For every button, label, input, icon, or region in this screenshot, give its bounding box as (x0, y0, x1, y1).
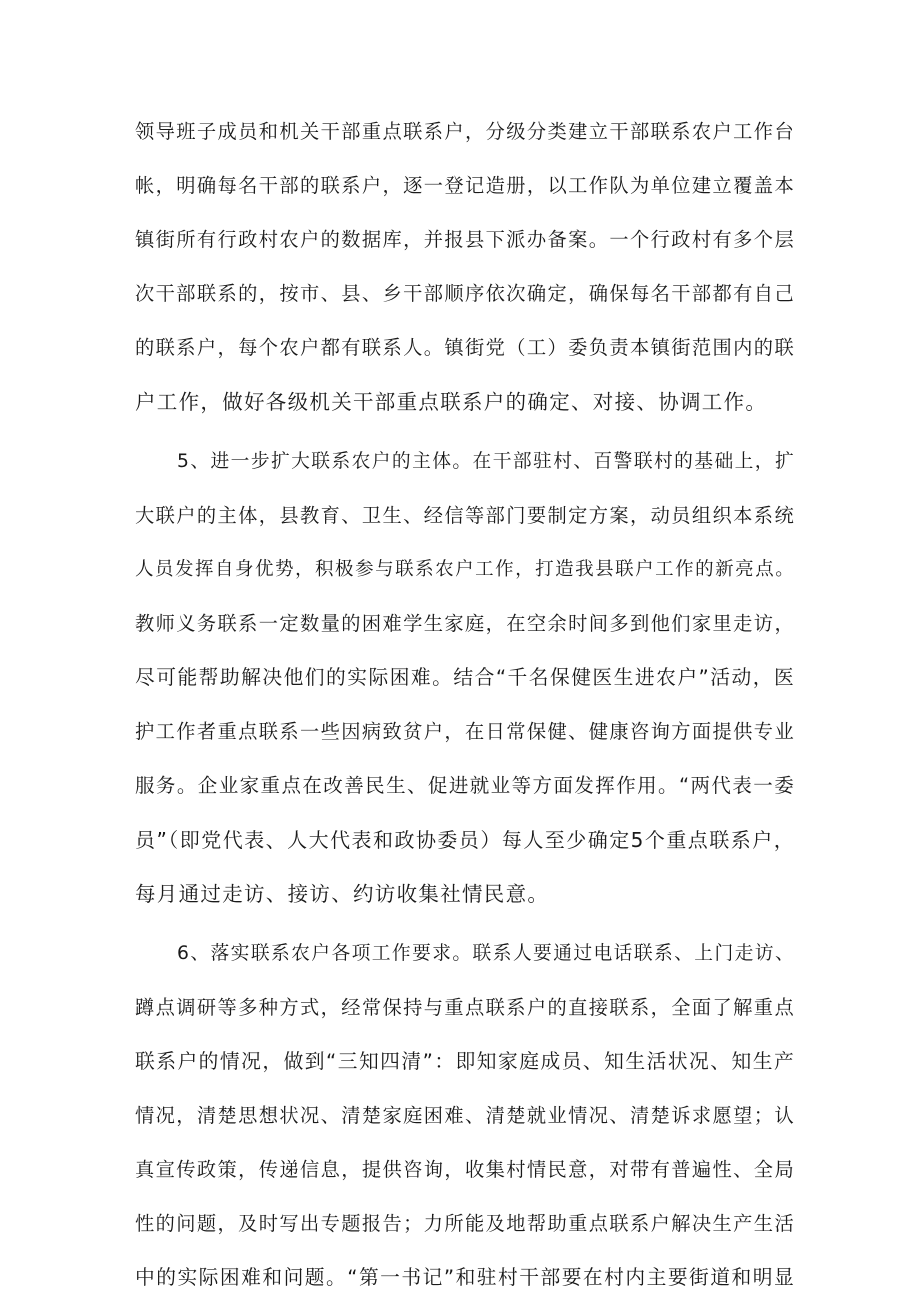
text-line: 户工作，做好各级机关干部重点联系户的确定、对接、协调工作。 (135, 390, 768, 414)
text-line: 中的实际困难和问题。“第一书记”和驻村干部要在村内主要街道和明显 (135, 1266, 795, 1289)
text-line: 帐，明确每名干部的联系户，逐一登记造册，以工作队为单位建立覆盖本 (135, 174, 795, 197)
text-line: 的联系户，每个农户都有联系人。镇街党（工）委负责本镇街范围内的联 (135, 336, 795, 359)
text-line: 每月通过走访、接访、约访收集社情民意。 (135, 882, 550, 906)
text-line: 5、进一步扩大联系农户的主体。在干部驻村、百警联村的基础上，扩 (177, 451, 795, 472)
text-line: 尽可能帮助解决他们的实际困难。结合“千名保健医生进农户”活动，医 (135, 666, 795, 689)
text-line: 真宣传政策，传递信息，提供咨询，收集村情民意，对带有普遍性、全局 (135, 1158, 795, 1181)
text-line: 6、落实联系农户各项工作要求。联系人要通过电话联系、上门走访、 (177, 943, 795, 964)
text-line: 镇街所有行政村农户的数据库，并报县下派办备案。一个行政村有多个层 (135, 228, 795, 251)
text-line: 性的问题，及时写出专题报告；力所能及地帮助重点联系户解决生产生活 (135, 1212, 795, 1235)
text-line: 蹲点调研等多种方式，经常保持与重点联系户的直接联系，全面了解重点 (135, 996, 795, 1019)
text-line: 情况，清楚思想状况、清楚家庭困难、清楚就业情况、清楚诉求愿望；认 (135, 1104, 795, 1127)
text-line: 教师义务联系一定数量的困难学生家庭，在空余时间多到他们家里走访， (135, 612, 795, 635)
text-line: 大联户的主体，县教育、卫生、经信等部门要制定方案，动员组织本系统 (135, 504, 795, 527)
text-line: 联系户的情况，做到“三知四清”：即知家庭成员、知生活状况、知生产 (135, 1050, 795, 1073)
text-line: 人员发挥自身优势，积极参与联系农户工作，打造我县联户工作的新亮点。 (135, 559, 795, 580)
text-line: 领导班子成员和机关干部重点联系户，分级分类建立干部联系农户工作台 (135, 120, 795, 143)
text-line: 次干部联系的，按市、县、乡干部顺序依次确定，确保每名干部都有自己 (135, 282, 795, 305)
text-line: 护工作者重点联系一些因病致贫户，在日常保健、健康咨询方面提供专业 (135, 720, 795, 743)
text-line: 服务。企业家重点在改善民生、促进就业等方面发挥作用。“两代表一委 (135, 774, 795, 797)
text-line: 员”（即党代表、人大代表和政协委员）每人至少确定5个重点联系户， (135, 828, 795, 852)
